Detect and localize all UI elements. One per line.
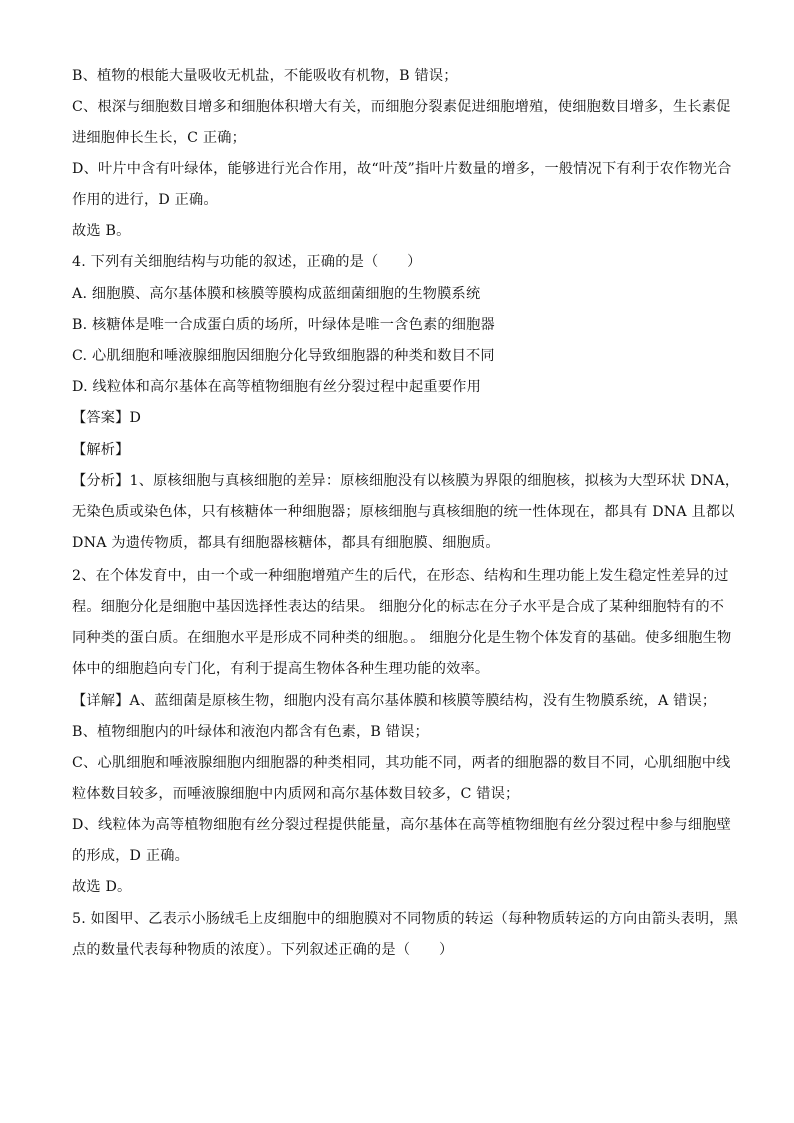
analysis-label: 【解析】: [72, 442, 130, 458]
text-line: 【分析】1、原核细胞与真核细胞的差异：原核细胞没有以核膜为界限的细胞核，拟核为大型环状 DNA，: [72, 473, 740, 489]
option-b: B. 核糖体是唯一合成蛋白质的场所，叶绿体是唯一含色素的细胞器: [72, 317, 495, 333]
text-line: 程。细胞分化是细胞中基因选择性表达的结果。 细胞分化的标志在分子水平是合成了某种细胞特有的不: [72, 599, 725, 615]
option-a: A. 细胞膜、高尔基体膜和核膜等膜构成蓝细菌细胞的生物膜系统: [72, 286, 481, 302]
text-line: 的形成，D 正确。: [72, 848, 189, 864]
answer-label: 【答案】D: [72, 410, 142, 426]
text-line: 2、在个体发育中，由一个或一种细胞增殖产生的后代，在形态、结构和生理功能上发生稳定性差异的过: [72, 568, 729, 584]
question-5-stem: 5. 如图甲、乙表示小肠绒毛上皮细胞中的细胞膜对不同物质的转运（每种物质转运的方向由箭头表明，黑: [72, 911, 739, 927]
option-c: C. 心肌细胞和唾液腺细胞因细胞分化导致细胞器的种类和数目不同: [72, 348, 495, 364]
question-4-stem: 4. 下列有关细胞结构与功能的叙述，正确的是（ ）: [72, 254, 422, 270]
text-line: 作用的进行，D 正确。: [72, 192, 218, 208]
option-d: D. 线粒体和高尔基体在高等植物细胞有丝分裂过程中起重要作用: [72, 379, 481, 395]
text-line: 进细胞伸长生长，C 正确；: [72, 130, 247, 146]
text-line: DNA 为遗传物质，都具有细胞器核糖体，都具有细胞膜、细胞质。: [72, 535, 500, 551]
text-line: D、叶片中含有叶绿体，能够进行光合作用，故“叶茂”指叶片数量的增多，一般情况下有利于农作物光合: [72, 161, 732, 177]
text-line: 无染色质或染色体，只有核糖体一种细胞器；原核细胞与真核细胞的统一性体现在，都具有 DNA 且都以: [72, 504, 735, 520]
text-line: 故选 B。: [72, 223, 131, 239]
text-line: 点的数量代表每种物质的浓度）。下列叙述正确的是（ ）: [72, 942, 454, 958]
text-line: D、线粒体为高等植物细胞有丝分裂过程提供能量，高尔基体在高等植物细胞有丝分裂过程中参与细胞壁: [72, 817, 732, 833]
text-line: B、植物细胞内的叶绿体和液泡内都含有色素，B 错误；: [72, 724, 429, 740]
text-line: 【详解】A、蓝细菌是原核生物，细胞内没有高尔基体膜和核膜等膜结构，没有生物膜系统，A 错误；: [72, 693, 717, 709]
text-line: C、根深与细胞数目增多和细胞体积增大有关，而细胞分裂素促进细胞增殖，使细胞数目增多，生长素促: [72, 99, 731, 115]
text-line: 故选 D。: [72, 879, 132, 895]
text-line: B、植物的根能大量吸收无机盐，不能吸收有机物，B 错误；: [72, 68, 458, 84]
text-line: 粒体数目较多，而唾液腺细胞中内质网和高尔基体数目较多，C 错误；: [72, 786, 520, 802]
text-line: 同种类的蛋白质。在细胞水平是形成不同种类的细胞。。 细胞分化是生物个体发育的基础。使多细胞生物: [72, 630, 732, 646]
text-line: C、心肌细胞和唾液腺细胞内细胞器的种类相同，其功能不同，两者的细胞器的数目不同，心肌细胞中线: [72, 755, 731, 771]
text-line: 体中的细胞趋向专门化，有利于提高生物体各种生理功能的效率。: [72, 661, 490, 677]
